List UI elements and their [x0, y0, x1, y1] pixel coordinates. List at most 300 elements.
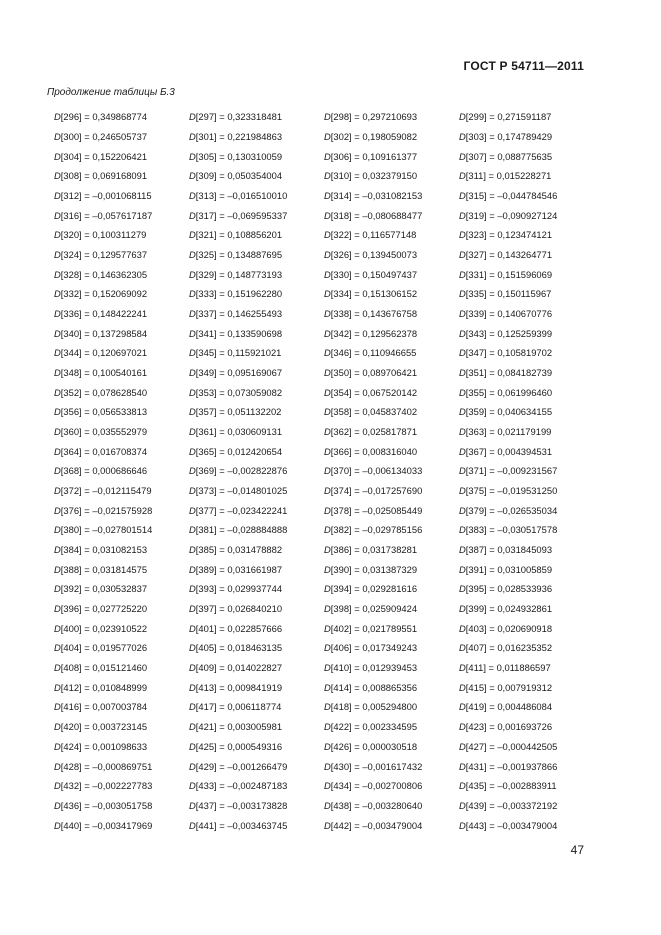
coefficient-entry: [459, 249, 594, 260]
coefficient-index: [370]: [330, 465, 352, 477]
coefficient-index: [343]: [465, 327, 487, 339]
coefficient-variable: D: [459, 308, 466, 320]
coefficient-entry: [189, 288, 324, 299]
coefficient-entry: [459, 269, 594, 280]
coefficient-entry: [324, 190, 459, 201]
coefficient-variable: D: [324, 347, 331, 359]
coefficient-value: = 0,014022827: [216, 662, 283, 674]
coefficient-value: = 0,015121460: [81, 662, 148, 674]
coefficient-variable: D: [54, 209, 61, 221]
coefficient-variable: D: [54, 327, 61, 339]
coefficient-value: = –0,014801025: [216, 485, 288, 497]
coefficient-value: = 0,051132202: [216, 406, 282, 418]
coefficient-entry: [324, 780, 459, 791]
coefficient-entry: [189, 347, 324, 358]
coefficient-index: [347]: [465, 347, 487, 359]
coefficient-variable: D: [324, 721, 331, 733]
coefficient-index: [376]: [60, 504, 82, 516]
coefficient-variable: D: [54, 229, 61, 241]
coefficient-index: [333]: [195, 288, 217, 300]
table-row: [54, 284, 594, 304]
coefficient-index: [319]: [465, 209, 487, 221]
coefficient-index: [434]: [330, 780, 352, 792]
coefficient-variable: D: [189, 131, 196, 142]
coefficient-index: [384]: [60, 544, 82, 556]
coefficient-index: [342]: [330, 327, 352, 339]
coefficient-index: [367]: [465, 445, 487, 457]
coefficient-entry: [459, 800, 594, 811]
coefficient-index: [305]: [195, 150, 217, 162]
coefficient-entry: [189, 328, 324, 339]
coefficient-value: = 0,100311279: [81, 229, 147, 241]
coefficient-index: [422]: [330, 721, 352, 733]
coefficient-variable: D: [189, 544, 196, 556]
coefficient-entry: [54, 269, 189, 280]
coefficient-value: = –0,019531250: [486, 485, 558, 497]
coefficient-index: [314]: [330, 190, 352, 202]
coefficient-entry: [324, 151, 459, 162]
coefficient-index: [296]: [60, 111, 82, 123]
coefficient-variable: D: [189, 190, 196, 202]
coefficient-index: [396]: [60, 603, 82, 615]
coefficient-value: = 0,030532837: [81, 583, 148, 595]
coefficient-variable: D: [189, 819, 196, 831]
coefficient-entry: [54, 721, 189, 732]
coefficient-variable: D: [324, 268, 331, 280]
coefficient-variable: D: [324, 367, 331, 379]
coefficient-index: [341]: [195, 327, 217, 339]
coefficient-value: = –0,000442505: [486, 740, 558, 752]
coefficient-variable: D: [189, 170, 196, 182]
coefficient-value: = –0,003479004: [486, 819, 558, 831]
coefficient-index: [297]: [195, 111, 217, 123]
coefficient-entry: [189, 190, 324, 201]
coefficient-entry: [189, 820, 324, 831]
coefficient-variable: D: [189, 485, 196, 497]
table-row: [54, 304, 594, 324]
coefficient-value: = 0,129562378: [351, 327, 418, 339]
coefficient-variable: D: [459, 386, 466, 398]
coefficient-index: [416]: [60, 701, 82, 713]
coefficient-index: [432]: [60, 780, 82, 792]
coefficient-value: = 0,150115967: [486, 288, 552, 300]
coefficient-entry: [54, 642, 189, 653]
coefficient-entry: [459, 564, 594, 575]
coefficient-entry: [189, 406, 324, 417]
coefficient-value: = 0,030609131: [216, 426, 283, 438]
coefficient-index: [321]: [195, 229, 217, 241]
coefficient-index: [348]: [60, 367, 82, 379]
coefficient-entry: [54, 761, 189, 772]
coefficient-entry: [324, 426, 459, 437]
coefficient-variable: D: [324, 681, 331, 693]
coefficient-value: = 0,000030518: [351, 740, 418, 752]
coefficient-index: [350]: [330, 367, 352, 379]
coefficient-entry: [459, 583, 594, 594]
coefficient-value: = 0,031005859: [486, 563, 553, 575]
coefficient-entry: [324, 328, 459, 339]
coefficient-index: [355]: [465, 386, 487, 398]
coefficient-index: [380]: [60, 524, 82, 536]
coefficient-index: [310]: [330, 170, 352, 182]
coefficient-entry: [324, 210, 459, 221]
coefficient-value: = 0,109161377: [351, 150, 418, 162]
coefficient-entry: [54, 623, 189, 634]
coefficient-entry: [54, 347, 189, 358]
coefficient-variable: D: [459, 190, 466, 202]
coefficient-value: = 0,028533936: [486, 583, 553, 595]
coefficient-value: = –0,028884888: [216, 524, 288, 536]
coefficient-value: = 0,143264771: [486, 249, 553, 261]
coefficient-entry: [324, 583, 459, 594]
coefficient-index: [389]: [195, 563, 217, 575]
coefficient-index: [307]: [465, 150, 487, 162]
coefficient-value: = 0,008316040: [351, 445, 418, 457]
coefficient-entry: [459, 367, 594, 378]
coefficient-entry: [54, 701, 189, 712]
coefficient-variable: D: [189, 288, 196, 300]
coefficient-variable: D: [459, 799, 466, 811]
coefficient-value: = 0,095169067: [216, 367, 283, 379]
coefficient-value: = 0,007919312: [486, 681, 553, 693]
coefficient-value: = 0,016235352: [486, 642, 553, 654]
coefficient-entry: [459, 485, 594, 496]
coefficient-index: [328]: [60, 268, 82, 280]
coefficient-value: = –0,027801514: [81, 524, 153, 536]
coefficient-variable: D: [324, 209, 331, 221]
coefficient-value: = –0,002700806: [351, 780, 423, 792]
coefficient-index: [373]: [195, 485, 217, 497]
coefficient-index: [427]: [465, 740, 487, 752]
coefficient-variable: D: [189, 740, 196, 752]
coefficient-index: [362]: [330, 426, 352, 438]
coefficient-index: [375]: [465, 485, 487, 497]
coefficient-variable: D: [324, 465, 331, 477]
coefficient-value: = 0,012420654: [216, 445, 283, 457]
coefficient-value: = –0,002822876: [216, 465, 288, 477]
coefficient-entry: [54, 190, 189, 201]
coefficient-index: [414]: [330, 681, 352, 693]
coefficient-index: [304]: [60, 150, 82, 162]
coefficient-value: = 0,004394531: [486, 445, 553, 457]
coefficient-entry: [324, 603, 459, 614]
coefficient-value: = 0,025909424: [351, 603, 418, 615]
coefficient-variable: D: [189, 504, 196, 516]
coefficient-variable: D: [54, 249, 61, 261]
coefficient-value: = 0,024932861: [486, 603, 553, 615]
coefficient-index: [336]: [60, 308, 82, 320]
coefficient-entry: [54, 524, 189, 535]
coefficient-entry: [459, 210, 594, 221]
coefficient-value: = 0,015228271: [485, 170, 552, 182]
coefficient-value: = –0,057617187: [81, 209, 153, 221]
coefficient-variable: D: [459, 622, 466, 634]
coefficient-index: [338]: [330, 308, 352, 320]
coefficient-variable: D: [189, 642, 196, 654]
coefficient-index: [351]: [465, 367, 487, 379]
coefficient-index: [406]: [330, 642, 352, 654]
coefficient-index: [329]: [195, 268, 217, 280]
table-row: [54, 717, 594, 737]
coefficient-index: [358]: [330, 406, 352, 418]
coefficient-entry: [189, 249, 324, 260]
coefficient-entry: [189, 800, 324, 811]
coefficient-index: [346]: [330, 347, 352, 359]
coefficient-value: = 0,003005981: [216, 721, 283, 733]
coefficient-variable: D: [324, 190, 331, 202]
coefficient-entry: [54, 426, 189, 437]
coefficient-variable: D: [459, 485, 466, 497]
coefficient-variable: D: [324, 386, 331, 398]
coefficient-value: = 0,021179199: [486, 426, 552, 438]
coefficient-variable: D: [54, 308, 61, 320]
coefficient-value: = –0,031082153: [351, 190, 423, 202]
coefficient-entry: [54, 485, 189, 496]
coefficient-value: = 0,151962280: [216, 288, 283, 300]
coefficient-entry: [459, 151, 594, 162]
coefficient-value: = 0,016708374: [81, 445, 148, 457]
coefficient-entry: [54, 288, 189, 299]
coefficient-index: [386]: [330, 544, 352, 556]
coefficient-entry: [189, 583, 324, 594]
coefficient-index: [437]: [195, 799, 217, 811]
coefficient-variable: D: [54, 740, 61, 752]
page-number: 47: [570, 843, 584, 857]
coefficient-variable: D: [459, 721, 466, 733]
coefficient-index: [412]: [60, 681, 82, 693]
coefficient-entry: [54, 367, 189, 378]
coefficient-value: = –0,003280640: [351, 799, 423, 811]
coefficient-value: = –0,009231567: [486, 465, 558, 477]
coefficient-variable: D: [189, 111, 196, 123]
coefficient-value: = 0,067520142: [351, 386, 418, 398]
coefficient-index: [368]: [60, 465, 82, 477]
coefficient-entry: [189, 662, 324, 673]
coefficient-entry: [189, 701, 324, 712]
coefficient-index: [330]: [330, 268, 352, 280]
coefficient-index: [385]: [195, 544, 217, 556]
coefficient-value: = –0,001266479: [216, 760, 288, 772]
coefficient-entry: [324, 682, 459, 693]
coefficient-entry: [54, 662, 189, 673]
coefficient-index: [390]: [330, 563, 352, 575]
coefficient-index: [318]: [330, 209, 352, 221]
coefficient-value: = 0,023910522: [81, 622, 148, 634]
coefficient-entry: [54, 505, 189, 516]
coefficient-entry: [189, 170, 324, 181]
coefficient-entry: [54, 544, 189, 555]
coefficient-entry: [189, 603, 324, 614]
coefficient-value: = –0,003479004: [351, 819, 423, 831]
coefficient-value: = 0,061996460: [486, 386, 553, 398]
coefficient-variable: D: [324, 504, 331, 516]
coefficient-variable: D: [459, 662, 466, 674]
coefficient-variable: D: [324, 249, 331, 261]
coefficient-index: [424]: [60, 740, 82, 752]
coefficient-variable: D: [189, 386, 196, 398]
coefficient-variable: D: [54, 485, 61, 497]
coefficient-index: [357]: [195, 406, 217, 418]
table-row: [54, 500, 594, 520]
coefficient-value: = 0,108856201: [216, 229, 283, 241]
coefficient-index: [415]: [465, 681, 487, 693]
coefficient-index: [438]: [330, 799, 352, 811]
coefficient-variable: D: [189, 603, 196, 615]
coefficient-value: = 0,022857666: [216, 622, 283, 634]
coefficient-entry: [324, 111, 459, 122]
coefficient-variable: D: [459, 819, 466, 831]
coefficient-entry: [189, 524, 324, 535]
coefficient-entry: [459, 170, 594, 181]
coefficient-value: = 0,174789429: [486, 131, 553, 142]
coefficient-value: = 0,246505737: [81, 131, 148, 142]
coefficient-variable: D: [189, 268, 196, 280]
coefficient-entry: [459, 328, 594, 339]
coefficient-variable: D: [324, 111, 331, 123]
coefficient-entry: [459, 741, 594, 752]
coefficient-variable: D: [324, 740, 331, 752]
coefficient-entry: [459, 190, 594, 201]
coefficient-entry: [459, 780, 594, 791]
coefficient-value: = –0,003051758: [81, 799, 153, 811]
coefficient-value: = 0,089706421: [351, 367, 418, 379]
table-row: [54, 166, 594, 186]
coefficient-variable: D: [189, 426, 196, 438]
coefficient-variable: D: [54, 504, 61, 516]
coefficient-entry: [189, 761, 324, 772]
coefficient-index: [410]: [330, 662, 352, 674]
coefficient-entry: [459, 308, 594, 319]
coefficient-value: = 0,012939453: [351, 662, 418, 674]
coefficient-entry: [459, 406, 594, 417]
coefficient-index: [335]: [465, 288, 487, 300]
table-row: [54, 815, 594, 835]
coefficient-entry: [324, 387, 459, 398]
coefficient-value: = 0,134887695: [216, 249, 283, 261]
table-row: [54, 343, 594, 363]
coefficient-index: [387]: [465, 544, 487, 556]
coefficient-value: = 0,150497437: [351, 268, 418, 280]
coefficient-value: = –0,090927124: [486, 209, 558, 221]
coefficient-index: [388]: [60, 563, 82, 575]
coefficient-variable: D: [459, 583, 466, 595]
coefficient-entry: [189, 426, 324, 437]
coefficient-value: = –0,003372192: [486, 799, 558, 811]
coefficient-index: [383]: [465, 524, 487, 536]
coefficient-entry: [324, 170, 459, 181]
coefficient-entry: [54, 741, 189, 752]
coefficient-index: [411]: [465, 662, 486, 674]
table-row: [54, 363, 594, 383]
coefficient-index: [366]: [330, 445, 352, 457]
coefficient-entry: [54, 249, 189, 260]
coefficient-entry: [54, 308, 189, 319]
coefficient-variable: D: [189, 229, 196, 241]
coefficient-variable: D: [459, 563, 466, 575]
coefficient-variable: D: [324, 524, 331, 536]
coefficient-index: [323]: [465, 229, 487, 241]
coefficient-variable: D: [189, 524, 196, 536]
coefficient-entry: [189, 308, 324, 319]
coefficient-value: = 0,031387329: [351, 563, 418, 575]
coefficient-variable: D: [324, 662, 331, 674]
coefficient-variable: D: [189, 662, 196, 674]
coefficient-index: [441]: [195, 819, 217, 831]
coefficient-variable: D: [54, 622, 61, 634]
coefficient-variable: D: [324, 406, 331, 418]
coefficient-value: = 0,045837402: [351, 406, 418, 418]
coefficient-variable: D: [189, 406, 196, 418]
coefficient-variable: D: [54, 111, 61, 123]
coefficient-value: = 0,105819702: [486, 347, 553, 359]
coefficient-entry: [459, 426, 594, 437]
coefficient-value: = 0,031738281: [351, 544, 418, 556]
coefficient-value: = 0,349868774: [81, 111, 148, 123]
coefficient-index: [403]: [465, 622, 487, 634]
coefficient-value: = 0,130310059: [216, 150, 283, 162]
coefficient-entry: [459, 347, 594, 358]
coefficient-index: [381]: [195, 524, 217, 536]
coefficient-index: [364]: [60, 445, 82, 457]
coefficient-entry: [459, 662, 594, 673]
coefficient-index: [352]: [60, 386, 82, 398]
coefficient-entry: [324, 642, 459, 653]
coefficient-variable: D: [54, 681, 61, 693]
coefficient-variable: D: [189, 701, 196, 713]
table-row: [54, 107, 594, 127]
coefficient-entry: [54, 131, 189, 142]
coefficient-index: [320]: [60, 229, 82, 241]
coefficient-value: = 0,115921021: [216, 347, 282, 359]
coefficient-index: [372]: [60, 485, 82, 497]
coefficient-value: = 0,088775635: [486, 150, 553, 162]
coefficient-value: = 0,018463135: [216, 642, 283, 654]
table-row: [54, 225, 594, 245]
coefficient-variable: D: [54, 367, 61, 379]
table-row: [54, 618, 594, 638]
coefficient-entry: [189, 387, 324, 398]
coefficient-entry: [54, 682, 189, 693]
coefficient-value: = 0,021789551: [351, 622, 418, 634]
coefficient-value: = –0,017257690: [351, 485, 423, 497]
coefficient-variable: D: [459, 170, 466, 182]
coefficient-variable: D: [459, 131, 466, 142]
coefficient-entry: [324, 544, 459, 555]
table-row: [54, 245, 594, 265]
coefficient-entry: [459, 229, 594, 240]
coefficient-entry: [324, 347, 459, 358]
coefficient-index: [325]: [195, 249, 217, 261]
coefficient-index: [365]: [195, 445, 217, 457]
coefficient-variable: D: [54, 288, 61, 300]
coefficient-value: = –0,025085449: [351, 504, 423, 516]
coefficient-entry: [324, 505, 459, 516]
coefficient-variable: D: [459, 524, 466, 536]
standard-designation: ГОСТ Р 54711—2011: [463, 59, 584, 73]
coefficient-variable: D: [54, 701, 61, 713]
coefficient-value: = 0,084182739: [486, 367, 553, 379]
coefficient-variable: D: [54, 170, 61, 182]
coefficient-value: = 0,129577637: [81, 249, 148, 261]
coefficient-entry: [54, 151, 189, 162]
coefficient-value: = –0,002227783: [81, 780, 153, 792]
coefficient-variable: D: [324, 150, 331, 162]
coefficient-variable: D: [54, 150, 61, 162]
coefficient-value: = 0,000549316: [216, 740, 283, 752]
coefficient-variable: D: [189, 465, 196, 477]
coefficient-value: = –0,001617432: [351, 760, 423, 772]
coefficient-entry: [459, 465, 594, 476]
